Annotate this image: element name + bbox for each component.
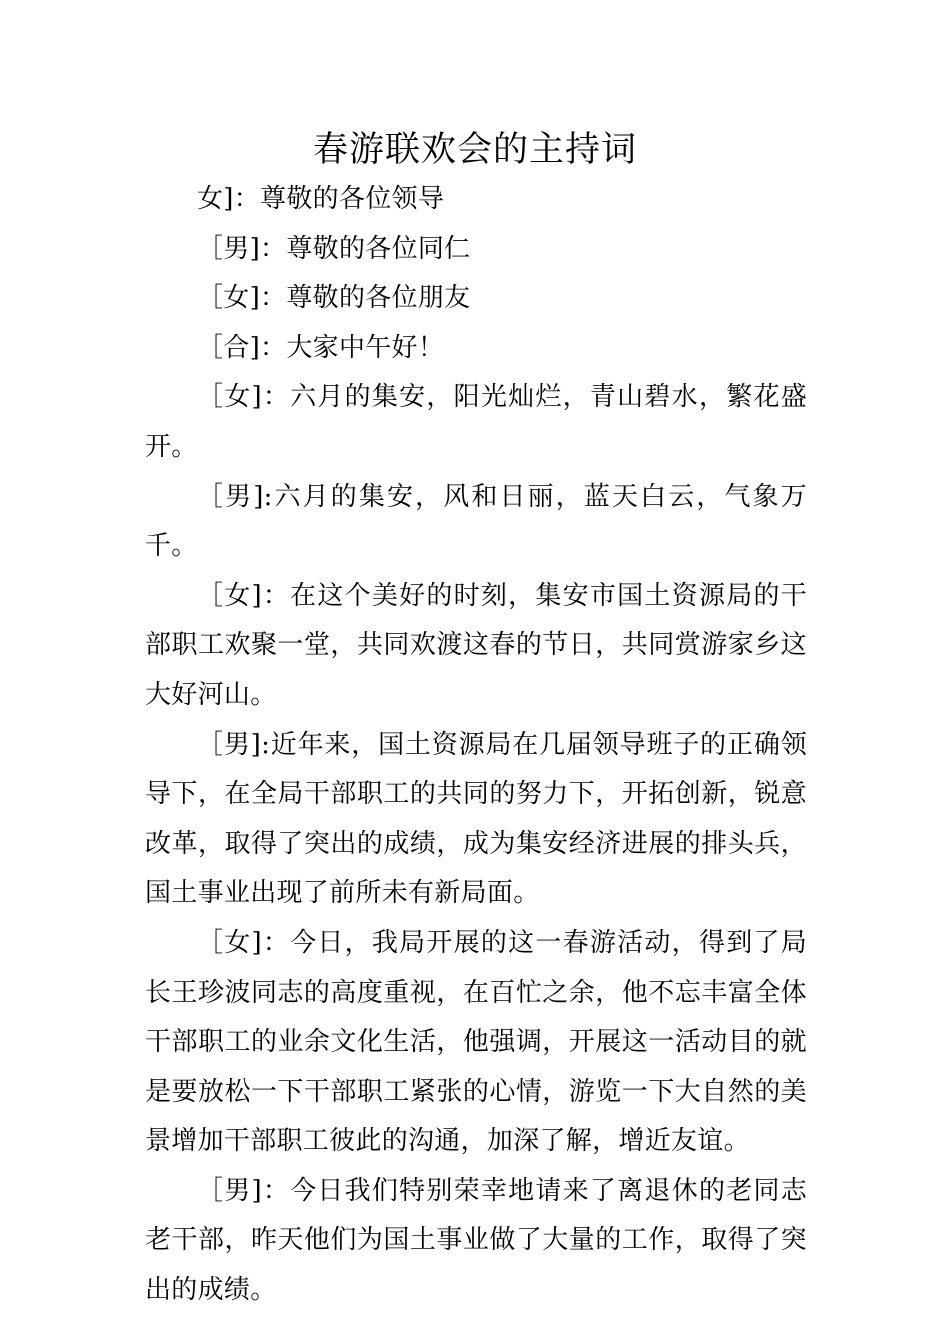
paragraph: 女]：尊敬的各位领导 <box>197 184 445 214</box>
document-body <box>145 175 807 1316</box>
paragraph: ［女]：今日，我局开展的这一春游活动，得到了局长王珍波同志的高度重视，在百忙之余，他不忘丰富全体干部职工的业余文化生活，他强调，开展这一活动目的就是要放松一下干部职工紧张的心情，游览一下大自然的美景增加干部职工彼此的沟通，加深了解，增近友谊。 <box>145 927 807 1157</box>
paragraph: ［男]：今日我们特别荣幸地请来了离退休的老同志老干部，昨天他们为国土事业做了大量的工作，取得了突出的成绩。 <box>145 1175 807 1306</box>
paragraph: ［男]:近年来，国土资源局在几届领导班子的正确领导下，在全局干部职工的共同的努力下，开拓创新，锐意改革，取得了突出的成绩，成为集安经济进展的排头兵，国土事业出现了前所未有新局面。 <box>145 729 807 909</box>
paragraph: ［女]：在这个美好的时刻，集安市国土资源局的干部职工欢聚一堂，共同欢渡这春的节日，共同赏游家乡这大好河山。 <box>145 580 807 710</box>
paragraph: ［合]：大家中午好！ <box>197 332 445 363</box>
paragraph: ［女]：六月的集安，阳光灿烂，青山碧水，繁花盛开。 <box>145 382 807 462</box>
paragraph: ［女]：尊敬的各位朋友 <box>197 283 471 314</box>
document-title: 春游联欢会的主持词 <box>312 130 637 170</box>
paragraph: ［男]:六月的集安，风和日丽，蓝天白云，气象万千。 <box>145 481 807 562</box>
paragraph: ［男]：尊敬的各位同仁 <box>197 233 471 264</box>
